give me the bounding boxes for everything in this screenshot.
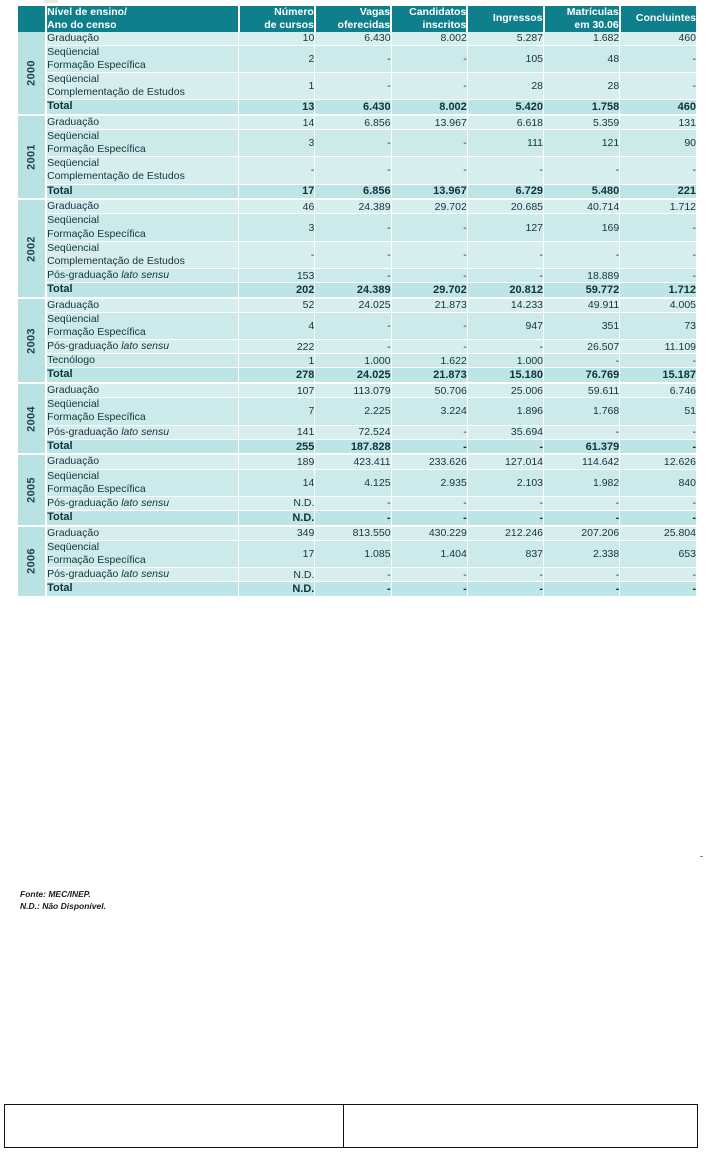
- cell-vagas: 6.430: [315, 32, 391, 46]
- row-category-cell: Seqüencial Formação Específica: [46, 398, 239, 425]
- cell-candidatos: 29.702: [391, 199, 467, 214]
- cell-matriculas: 1.982: [544, 469, 620, 496]
- cell-ingressos: 1.896: [467, 398, 543, 425]
- table-row: [18, 312, 696, 339]
- cell-ingressos: 15.180: [467, 368, 543, 383]
- year-label: 2002: [25, 235, 38, 262]
- row-category-cell: Total: [46, 439, 239, 454]
- cell-concluintes: -: [620, 72, 696, 99]
- year-label-cell: [18, 199, 46, 298]
- table-row: [18, 184, 696, 199]
- cell-vagas: -: [315, 214, 391, 241]
- cell-vagas: -: [315, 241, 391, 268]
- cell-matriculas: -: [544, 510, 620, 525]
- cell-vagas: 6.856: [315, 184, 391, 199]
- page-top-mark: [44, 0, 58, 3]
- column-header-matriculas: [544, 6, 620, 32]
- cell-ingressos: -: [467, 340, 543, 354]
- cell-matriculas: -: [544, 157, 620, 184]
- cell-candidatos: -: [391, 45, 467, 72]
- cell-candidatos: -: [391, 214, 467, 241]
- cell-concluintes: 221: [620, 184, 696, 199]
- cell-cursos: 255: [239, 439, 315, 454]
- cell-matriculas: -: [544, 496, 620, 510]
- column-header-category-line2: Ano do censo: [47, 18, 117, 31]
- row-category-cell: Graduação: [46, 526, 239, 541]
- table-row: [18, 354, 696, 368]
- year-label: 2003: [25, 327, 38, 354]
- cell-matriculas: 5.480: [544, 184, 620, 199]
- italic-term: lato sensu: [121, 496, 170, 509]
- cell-candidatos: 8.002: [391, 32, 467, 46]
- cell-matriculas: -: [544, 425, 620, 439]
- cell-vagas: -: [315, 496, 391, 510]
- cell-concluintes: 90: [620, 130, 696, 157]
- row-category-cell: Seqüencial Complementação de Estudos: [46, 241, 239, 268]
- cell-cursos: 52: [239, 298, 315, 313]
- cell-matriculas: 76.769: [544, 368, 620, 383]
- cell-cursos: 222: [239, 340, 315, 354]
- cell-ingressos: 127.014: [467, 454, 543, 469]
- cell-vagas: 72.524: [315, 425, 391, 439]
- column-header-candidatos-line1: Candidatos: [409, 6, 467, 18]
- cell-candidatos: 29.702: [391, 283, 467, 298]
- cell-vagas: 423.411: [315, 454, 391, 469]
- cell-matriculas: -: [544, 354, 620, 368]
- table-row: [18, 45, 696, 72]
- column-header-cursos: [239, 6, 315, 32]
- row-category-cell: Seqüencial Formação Específica: [46, 469, 239, 496]
- cell-concluintes: 4.005: [620, 298, 696, 313]
- column-header-concluintes-line1: Concluintes: [635, 12, 696, 25]
- cell-cursos: 349: [239, 526, 315, 541]
- row-category-cell: Total: [46, 368, 239, 383]
- cell-vagas: -: [315, 568, 391, 582]
- cell-vagas: 1.085: [315, 540, 391, 567]
- table-row: [18, 241, 696, 268]
- column-header-matriculas-line2: em 30.06: [574, 18, 619, 31]
- cell-concluintes: 11.109: [620, 340, 696, 354]
- row-category-cell: Pós-graduação lato sensu: [46, 496, 239, 510]
- column-header-ingressos: [467, 6, 543, 32]
- italic-term: lato sensu: [121, 568, 170, 581]
- row-category-cell: Total: [46, 582, 239, 597]
- year-label: 2004: [25, 406, 38, 432]
- cell-concluintes: -: [620, 45, 696, 72]
- cell-cursos: -: [239, 241, 315, 268]
- cell-cursos: 14: [239, 469, 315, 496]
- row-category-cell: Pós-graduação lato sensu: [46, 268, 239, 282]
- row-category-cell: Graduação: [46, 383, 239, 398]
- cell-candidatos: 21.873: [391, 298, 467, 313]
- cell-cursos: N.D.: [239, 496, 315, 510]
- cell-vagas: 187.828: [315, 439, 391, 454]
- table-row: [18, 157, 696, 184]
- table-header-row: [18, 6, 696, 32]
- row-category-cell: Pós-graduação lato sensu: [46, 425, 239, 439]
- cell-cursos: 7: [239, 398, 315, 425]
- cell-matriculas: 59.772: [544, 283, 620, 298]
- cell-cursos: 46: [239, 199, 315, 214]
- cell-concluintes: 131: [620, 115, 696, 130]
- cell-ingressos: -: [467, 268, 543, 282]
- cell-candidatos: 21.873: [391, 368, 467, 383]
- row-category-cell: Pós-graduação lato sensu: [46, 340, 239, 354]
- cell-ingressos: 28: [467, 72, 543, 99]
- cell-matriculas: 121: [544, 130, 620, 157]
- cell-vagas: -: [315, 510, 391, 525]
- column-header-year: [18, 6, 46, 32]
- cell-concluintes: -: [620, 214, 696, 241]
- source-line: Fonte: MEC/INEP.: [20, 889, 91, 899]
- cell-vagas: 24.025: [315, 368, 391, 383]
- row-category-cell: Graduação: [46, 115, 239, 130]
- table-row: [18, 72, 696, 99]
- cell-matriculas: -: [544, 568, 620, 582]
- cell-vagas: 2.225: [315, 398, 391, 425]
- table-row: [18, 268, 696, 282]
- cell-cursos: 2: [239, 45, 315, 72]
- cell-matriculas: 26.507: [544, 340, 620, 354]
- cell-vagas: -: [315, 130, 391, 157]
- cell-concluintes: 840: [620, 469, 696, 496]
- cell-ingressos: -: [467, 241, 543, 268]
- cell-vagas: -: [315, 72, 391, 99]
- cell-vagas: -: [315, 157, 391, 184]
- cell-ingressos: -: [467, 439, 543, 454]
- cell-cursos: 278: [239, 368, 315, 383]
- cell-cursos: 3: [239, 130, 315, 157]
- cell-matriculas: 1.758: [544, 100, 620, 115]
- cell-cursos: 1: [239, 72, 315, 99]
- row-category-cell: Graduação: [46, 454, 239, 469]
- cell-ingressos: 212.246: [467, 526, 543, 541]
- cell-cursos: 4: [239, 312, 315, 339]
- cell-vagas: -: [315, 45, 391, 72]
- cell-ingressos: -: [467, 568, 543, 582]
- cell-matriculas: -: [544, 241, 620, 268]
- row-category-cell: Seqüencial Formação Específica: [46, 214, 239, 241]
- cell-cursos: 1: [239, 354, 315, 368]
- cell-vagas: -: [315, 312, 391, 339]
- year-label-cell: [18, 115, 46, 199]
- census-table: [18, 6, 696, 598]
- cell-cursos: 153: [239, 268, 315, 282]
- cell-matriculas: 207.206: [544, 526, 620, 541]
- column-header-cursos-line2: de cursos: [264, 18, 314, 31]
- cell-ingressos: 6.618: [467, 115, 543, 130]
- cell-cursos: 10: [239, 32, 315, 46]
- table-row: [18, 283, 696, 298]
- cell-concluintes: 73: [620, 312, 696, 339]
- table-source-notes: [20, 888, 106, 913]
- cell-matriculas: 40.714: [544, 199, 620, 214]
- cell-candidatos: -: [391, 439, 467, 454]
- cell-vagas: 113.079: [315, 383, 391, 398]
- row-category-cell: Seqüencial Formação Específica: [46, 130, 239, 157]
- cell-concluintes: 460: [620, 32, 696, 46]
- cell-matriculas: -: [544, 582, 620, 597]
- row-category-cell: Total: [46, 283, 239, 298]
- cell-candidatos: -: [391, 157, 467, 184]
- cell-vagas: 24.025: [315, 298, 391, 313]
- cell-ingressos: -: [467, 510, 543, 525]
- cell-candidatos: 3.224: [391, 398, 467, 425]
- cell-vagas: -: [315, 340, 391, 354]
- row-category-cell: Total: [46, 184, 239, 199]
- table-row: [18, 496, 696, 510]
- cell-concluintes: 1.712: [620, 283, 696, 298]
- cell-matriculas: 61.379: [544, 439, 620, 454]
- cell-matriculas: 18.889: [544, 268, 620, 282]
- cell-vagas: -: [315, 582, 391, 597]
- table-row: [18, 199, 696, 214]
- cell-ingressos: 5.287: [467, 32, 543, 46]
- row-category-cell: Pós-graduação lato sensu: [46, 568, 239, 582]
- row-category-cell: Tecnólogo: [46, 354, 239, 368]
- cell-ingressos: 25.006: [467, 383, 543, 398]
- cell-matriculas: 59.611: [544, 383, 620, 398]
- table-row: [18, 425, 696, 439]
- column-header-category: [46, 6, 239, 32]
- table-row: [18, 298, 696, 313]
- cell-vagas: 813.550: [315, 526, 391, 541]
- table-row: [18, 368, 696, 383]
- cell-ingressos: 20.685: [467, 199, 543, 214]
- nd-note-line: N.D.: Não Disponível.: [20, 901, 106, 912]
- table-row: [18, 115, 696, 130]
- cell-concluintes: 460: [620, 100, 696, 115]
- cell-matriculas: 169: [544, 214, 620, 241]
- cell-cursos: 13: [239, 100, 315, 115]
- cell-matriculas: 49.911: [544, 298, 620, 313]
- cell-vagas: 6.856: [315, 115, 391, 130]
- cell-vagas: 6.430: [315, 100, 391, 115]
- table-row: [18, 100, 696, 115]
- table-row: [18, 130, 696, 157]
- row-category-cell: Seqüencial Formação Específica: [46, 312, 239, 339]
- cell-ingressos: 947: [467, 312, 543, 339]
- italic-term: lato sensu: [121, 425, 170, 438]
- cell-cursos: 141: [239, 425, 315, 439]
- cell-concluintes: 6.746: [620, 383, 696, 398]
- column-header-candidatos: [391, 6, 467, 32]
- table-row: [18, 540, 696, 567]
- cell-candidatos: -: [391, 425, 467, 439]
- cell-concluintes: -: [620, 582, 696, 597]
- row-category-cell: Total: [46, 510, 239, 525]
- table-row: [18, 214, 696, 241]
- cell-ingressos: 1.000: [467, 354, 543, 368]
- cell-candidatos: 13.967: [391, 184, 467, 199]
- cell-candidatos: 13.967: [391, 115, 467, 130]
- row-category-cell: Seqüencial Complementação de Estudos: [46, 157, 239, 184]
- year-label-cell: [18, 298, 46, 383]
- cell-concluintes: 25.804: [620, 526, 696, 541]
- cell-concluintes: -: [620, 568, 696, 582]
- cell-matriculas: 28: [544, 72, 620, 99]
- cell-ingressos: 14.233: [467, 298, 543, 313]
- year-label-cell: [18, 32, 46, 115]
- cell-ingressos: 837: [467, 540, 543, 567]
- cell-matriculas: 114.642: [544, 454, 620, 469]
- year-label: 2006: [25, 548, 38, 575]
- cell-cursos: 17: [239, 184, 315, 199]
- table-row: [18, 582, 696, 597]
- cell-concluintes: -: [620, 425, 696, 439]
- cell-candidatos: 1.622: [391, 354, 467, 368]
- cell-candidatos: -: [391, 510, 467, 525]
- year-label-cell: [18, 383, 46, 454]
- row-category-cell: Seqüencial Formação Específica: [46, 540, 239, 567]
- cell-candidatos: -: [391, 582, 467, 597]
- cell-candidatos: 50.706: [391, 383, 467, 398]
- table-row: [18, 439, 696, 454]
- cell-ingressos: 35.694: [467, 425, 543, 439]
- cell-concluintes: 1.712: [620, 199, 696, 214]
- cell-cursos: 3: [239, 214, 315, 241]
- column-header-cursos-line1: Número: [274, 6, 314, 18]
- cell-ingressos: 111: [467, 130, 543, 157]
- year-label: 2000: [25, 59, 38, 86]
- cell-ingressos: -: [467, 582, 543, 597]
- cell-candidatos: 1.404: [391, 540, 467, 567]
- row-category-cell: Graduação: [46, 199, 239, 214]
- cell-concluintes: -: [620, 241, 696, 268]
- margin-tick: [700, 856, 703, 857]
- cell-ingressos: 6.729: [467, 184, 543, 199]
- cell-candidatos: -: [391, 130, 467, 157]
- cell-candidatos: 2.935: [391, 469, 467, 496]
- cell-vagas: 24.389: [315, 199, 391, 214]
- cell-matriculas: 5.359: [544, 115, 620, 130]
- cell-cursos: 189: [239, 454, 315, 469]
- row-category-cell: Seqüencial Formação Específica: [46, 45, 239, 72]
- italic-term: lato sensu: [121, 268, 170, 281]
- cell-ingressos: 2.103: [467, 469, 543, 496]
- cell-ingressos: -: [467, 496, 543, 510]
- cell-matriculas: 48: [544, 45, 620, 72]
- cell-candidatos: -: [391, 241, 467, 268]
- cell-ingressos: 5.420: [467, 100, 543, 115]
- cell-matriculas: 1.768: [544, 398, 620, 425]
- row-category-cell: Graduação: [46, 32, 239, 46]
- table-row: [18, 398, 696, 425]
- table-row: [18, 383, 696, 398]
- italic-term: lato sensu: [121, 340, 170, 353]
- cell-concluintes: 12.626: [620, 454, 696, 469]
- cell-cursos: 202: [239, 283, 315, 298]
- column-header-concluintes: [620, 6, 696, 32]
- cell-concluintes: 653: [620, 540, 696, 567]
- cell-candidatos: 8.002: [391, 100, 467, 115]
- year-label-cell: [18, 526, 46, 597]
- cell-cursos: 14: [239, 115, 315, 130]
- census-table-container: [18, 6, 696, 598]
- table-row: [18, 510, 696, 525]
- table-header: [18, 6, 696, 32]
- column-header-vagas: [315, 6, 391, 32]
- cell-cursos: N.D.: [239, 510, 315, 525]
- cell-concluintes: -: [620, 439, 696, 454]
- column-header-matriculas-line1: Matrículas: [566, 6, 619, 18]
- cell-cursos: N.D.: [239, 582, 315, 597]
- cell-candidatos: -: [391, 496, 467, 510]
- cell-matriculas: 1.682: [544, 32, 620, 46]
- column-header-vagas-line2: oferecidas: [337, 18, 391, 31]
- table-row: [18, 340, 696, 354]
- cell-concluintes: -: [620, 496, 696, 510]
- cell-cursos: N.D.: [239, 568, 315, 582]
- column-header-category-line1: Nível de ensino/: [47, 6, 128, 18]
- cell-vagas: 1.000: [315, 354, 391, 368]
- cell-ingressos: 127: [467, 214, 543, 241]
- year-label-cell: [18, 454, 46, 525]
- cell-matriculas: 2.338: [544, 540, 620, 567]
- cell-concluintes: 15.187: [620, 368, 696, 383]
- row-category-cell: Total: [46, 100, 239, 115]
- bottom-empty-table: [4, 1104, 698, 1148]
- row-category-cell: Seqüencial Complementação de Estudos: [46, 72, 239, 99]
- year-label: 2005: [25, 477, 38, 503]
- table-row: [18, 526, 696, 541]
- cell-candidatos: -: [391, 568, 467, 582]
- year-label: 2001: [25, 144, 38, 170]
- column-header-ingressos-line1: Ingressos: [492, 12, 543, 25]
- cell-cursos: -: [239, 157, 315, 184]
- table-row: [18, 32, 696, 46]
- column-header-vagas-line1: Vagas: [359, 6, 391, 18]
- cell-concluintes: -: [620, 268, 696, 282]
- cell-vagas: 4.125: [315, 469, 391, 496]
- column-header-candidatos-line2: inscritos: [422, 18, 467, 31]
- cell-concluintes: 51: [620, 398, 696, 425]
- cell-candidatos: -: [391, 312, 467, 339]
- table-row: [18, 469, 696, 496]
- cell-concluintes: -: [620, 510, 696, 525]
- cell-ingressos: -: [467, 157, 543, 184]
- cell-candidatos: -: [391, 72, 467, 99]
- cell-matriculas: 351: [544, 312, 620, 339]
- cell-ingressos: 105: [467, 45, 543, 72]
- bottom-table-divider: [343, 1105, 344, 1147]
- table-row: [18, 454, 696, 469]
- cell-cursos: 17: [239, 540, 315, 567]
- cell-concluintes: -: [620, 157, 696, 184]
- row-category-cell: Graduação: [46, 298, 239, 313]
- table-row: [18, 568, 696, 582]
- cell-cursos: 107: [239, 383, 315, 398]
- table-body: [18, 32, 696, 597]
- cell-candidatos: -: [391, 268, 467, 282]
- cell-candidatos: 233.626: [391, 454, 467, 469]
- cell-vagas: -: [315, 268, 391, 282]
- cell-ingressos: 20.812: [467, 283, 543, 298]
- cell-concluintes: -: [620, 354, 696, 368]
- cell-candidatos: 430.229: [391, 526, 467, 541]
- cell-candidatos: -: [391, 340, 467, 354]
- cell-vagas: 24.389: [315, 283, 391, 298]
